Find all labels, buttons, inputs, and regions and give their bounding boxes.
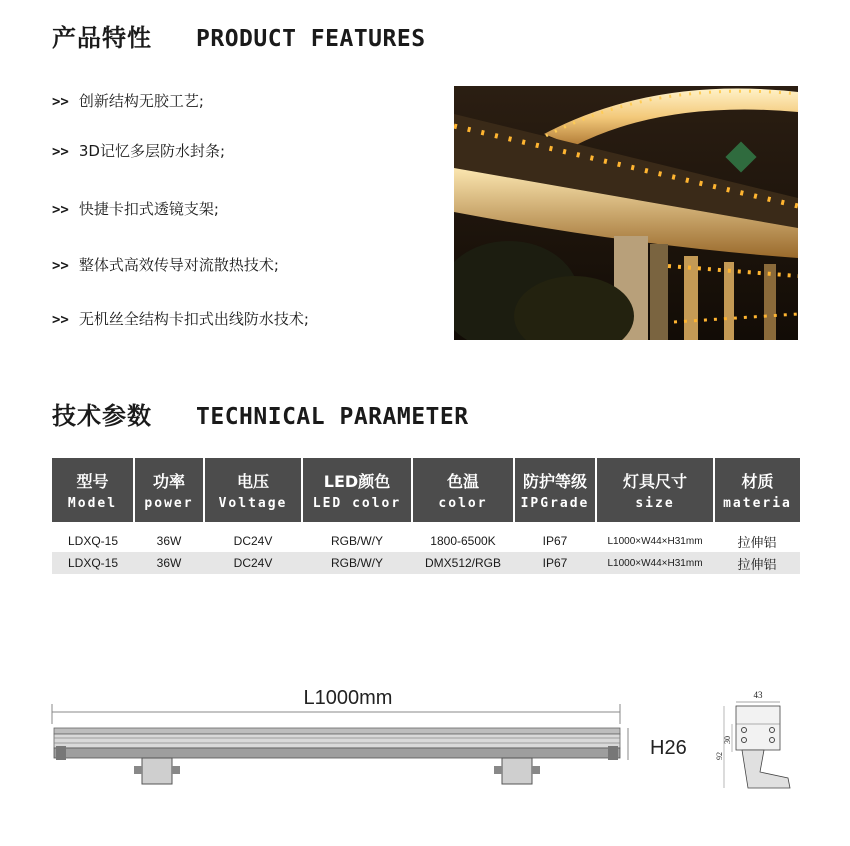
feature-item [52,254,279,275]
header-model: 型号 Model [52,458,134,522]
feature-text: 快捷卡扣式透镜支架; [78,200,219,218]
header-power: 功率 power [134,458,204,522]
features-title-zh: 产品特性 [52,24,152,52]
header-color-temp: 色温 color [412,458,514,522]
table-cell: L1000×W44×H31mm [596,530,714,552]
table-cell: 拉伸铝 [714,552,800,574]
table-cell: IP67 [514,552,596,574]
table-row [52,530,800,552]
feature-text: 创新结构无胶工艺; [78,92,204,110]
mounting-bracket-right [494,758,540,784]
tech-title-zh: 技术参数 [52,402,152,430]
height-label: H26 [650,737,687,759]
feature-item [52,140,225,161]
total-height-label: 92 [715,752,724,760]
table-cell: DC24V [204,552,302,574]
table-cell: DMX512/RGB [412,552,514,574]
features-section-title [52,18,426,53]
table-cell: 36W [134,552,204,574]
table-cell: LDXQ-15 [52,552,134,574]
bullet-arrow-icon: >> [52,202,69,218]
feature-text: 无机丝全结构卡扣式出线防水技术; [78,310,309,328]
table-cell: DC24V [204,530,302,552]
light-bar-side-view [54,728,620,760]
table-cell: 36W [134,530,204,552]
feature-text: 整体式高效传导对流散热技术; [78,256,279,274]
feature-item [52,308,309,329]
table-cell: L1000×W44×H31mm [596,552,714,574]
cross-section-view [715,690,790,788]
feature-item [52,90,204,111]
table-cell: 拉伸铝 [714,530,800,552]
table-row [52,552,800,574]
bridge-illustration [454,86,798,340]
tech-title-en: TECHNICAL PARAMETER [196,404,469,430]
table-cell: IP67 [514,530,596,552]
spec-table [52,458,800,574]
header-led-color: LED颜色 LED color [302,458,412,522]
table-header-row [52,458,800,522]
table-cell: RGB/W/Y [302,530,412,552]
mounting-bracket-left [134,758,180,784]
feature-item [52,198,219,219]
bullet-arrow-icon: >> [52,144,69,160]
bullet-arrow-icon: >> [52,312,69,328]
inner-dimension-label: 30 [723,736,732,744]
header-voltage: 电压 Voltage [204,458,302,522]
features-title-en: PRODUCT FEATURES [196,26,426,52]
header-ip-grade: 防护等级 IPGrade [514,458,596,522]
table-cell: 1800-6500K [412,530,514,552]
table-cell: LDXQ-15 [52,530,134,552]
feature-text: 3D记忆多层防水封条; [78,142,226,160]
bullet-arrow-icon: >> [52,258,69,274]
dimension-drawing [48,680,808,830]
tech-section-title [52,396,469,431]
table-cell: RGB/W/Y [302,552,412,574]
length-label: L1000mm [303,687,393,709]
width-dimension-label: 43 [753,690,763,700]
header-material: 材质 materia [714,458,800,522]
bridge-night-photo [454,86,798,340]
bullet-arrow-icon: >> [52,94,69,110]
header-size: 灯具尺寸 size [596,458,714,522]
